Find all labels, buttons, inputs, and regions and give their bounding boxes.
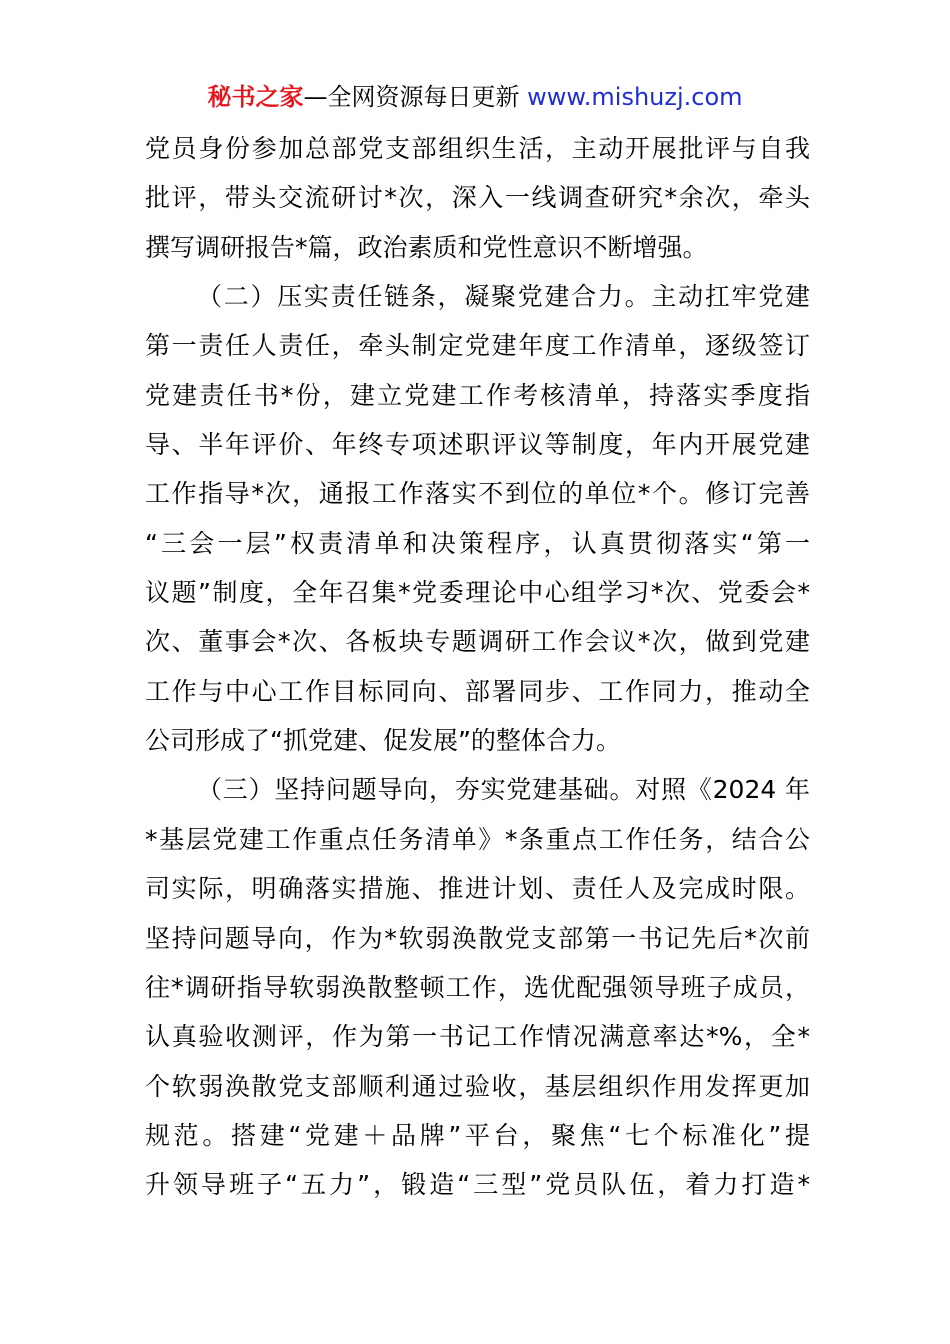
document-body	[145, 124, 810, 1210]
text-line: 导、半年评价、年终专项述职评议等制度，年内开展党建	[145, 430, 810, 460]
text-line: 认真验收测评，作为第一书记工作情况满意率达*%，全*	[145, 1022, 810, 1052]
text-line: 工作与中心工作目标同向、部署同步、工作同力，推动全	[145, 676, 810, 706]
text-line: 批评，带头交流研讨*次，深入一线调查研究*余次，牵头	[145, 183, 810, 213]
brand-name: 秘书之家	[207, 83, 304, 111]
text-line: （二）压实责任链条，凝聚党建合力。主动扛牢党建	[197, 282, 810, 312]
page-header	[0, 80, 950, 114]
text-line: 撰写调研报告*篇，政治素质和党性意识不断增强。	[145, 232, 708, 262]
website-link[interactable]: www.mishuzj.com	[527, 83, 743, 111]
text-line: 次、董事会*次、各板块专题调研工作会议*次，做到党建	[145, 627, 810, 657]
header-tagline: —全网资源每日更新	[303, 83, 528, 111]
text-line: 公司形成了“抓党建、促发展”的整体合力。	[145, 726, 621, 756]
text-line: 往*调研指导软弱涣散整顿工作，选优配强领导班子成员，	[145, 972, 810, 1002]
text-line: 党建责任书*份，建立党建工作考核清单，持落实季度指	[145, 380, 810, 410]
text-line: 工作指导*次，通报工作落实不到位的单位*个。修订完善	[145, 479, 810, 509]
text-line: 党员身份参加总部党支部组织生活，主动开展批评与自我	[145, 134, 810, 163]
text-line: 坚持问题导向，作为*软弱涣散党支部第一书记先后*次前	[145, 923, 810, 953]
text-line: 司实际，明确落实措施、推进计划、责任人及完成时限。	[145, 874, 810, 904]
text-line: 规范。搭建“党建＋品牌”平台，聚焦“七个标准化”提	[145, 1120, 810, 1150]
text-line: *基层党建工作重点任务清单》*条重点工作任务，结合公	[145, 824, 810, 854]
text-line: 第一责任人责任，牵头制定党建年度工作清单，逐级签订	[145, 331, 810, 361]
text-line: 升领导班子“五力”，锻造“三型”党员队伍，着力打造*	[145, 1170, 810, 1200]
text-line: 个软弱涣散党支部顺利通过验收，基层组织作用发挥更加	[145, 1071, 810, 1101]
text-line: “三会一层”权责清单和决策程序，认真贯彻落实“第一	[145, 528, 810, 558]
text-line: （三）坚持问题导向，夯实党建基础。对照《2024 年	[197, 775, 810, 805]
text-line: 议题”制度，全年召集*党委理论中心组学习*次、党委会*	[145, 578, 810, 608]
